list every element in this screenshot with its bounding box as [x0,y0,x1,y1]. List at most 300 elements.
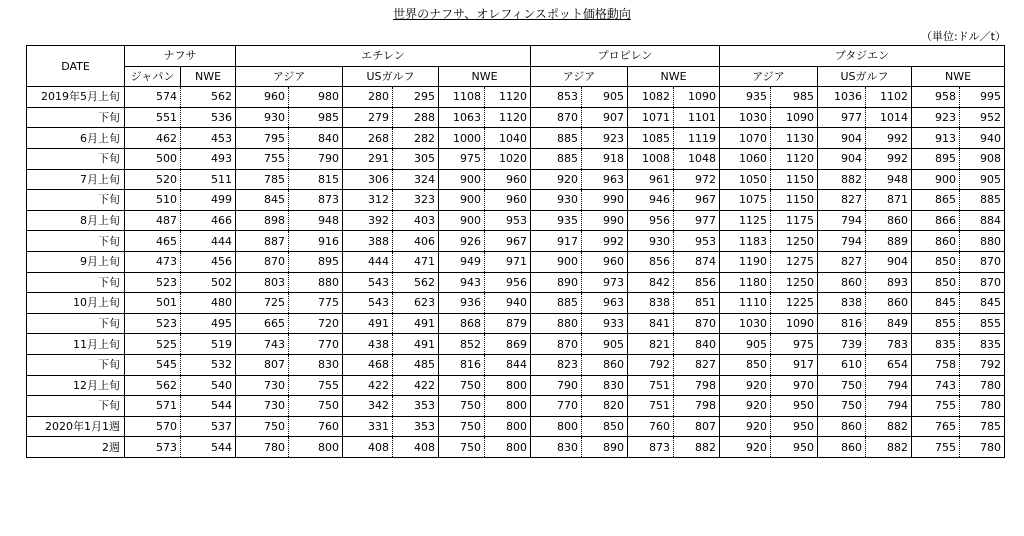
value-cell: 755 [236,148,289,169]
group-header-butadiene: ブタジエン [720,46,1005,67]
value-cell: 288 [393,107,439,128]
value-cell: 1102 [866,87,912,108]
value-cell: 830 [531,437,582,458]
value-cell: 792 [628,354,674,375]
value-cell: 295 [393,87,439,108]
value-cell: 1040 [485,128,531,149]
value-cell: 730 [236,396,289,417]
sub-header: アジア [720,66,818,87]
value-cell: 770 [531,396,582,417]
value-cell: 975 [771,334,818,355]
value-cell: 820 [582,396,628,417]
value-cell: 850 [912,251,960,272]
value-cell: 920 [720,396,771,417]
value-cell: 807 [236,354,289,375]
value-cell: 785 [960,416,1005,437]
value-cell: 1180 [720,272,771,293]
value-cell: 1030 [720,107,771,128]
value-cell: 739 [818,334,866,355]
value-cell: 520 [125,169,181,190]
value-cell: 462 [125,128,181,149]
value-cell: 860 [818,272,866,293]
value-cell: 532 [181,354,236,375]
value-cell: 331 [343,416,393,437]
value-cell: 783 [866,334,912,355]
value-cell: 940 [485,293,531,314]
value-cell: 1063 [439,107,485,128]
value-cell: 323 [393,190,439,211]
value-cell: 943 [439,272,485,293]
value-cell: 995 [960,87,1005,108]
value-cell: 543 [343,272,393,293]
value-cell: 926 [439,231,485,252]
value-cell: 1014 [866,107,912,128]
sub-header: NWE [181,66,236,87]
value-cell: 544 [181,437,236,458]
value-cell: 1108 [439,87,485,108]
value-cell: 946 [628,190,674,211]
header-row-regions [27,66,1005,87]
value-cell: 980 [289,87,343,108]
value-cell: 798 [674,375,720,396]
value-cell: 790 [531,375,582,396]
value-cell: 765 [912,416,960,437]
value-cell: 882 [674,437,720,458]
date-cell: 2019年5月上旬 [27,87,125,108]
value-cell: 499 [181,190,236,211]
value-cell: 1120 [485,87,531,108]
value-cell: 780 [960,396,1005,417]
value-cell: 1071 [628,107,674,128]
sub-header: NWE [628,66,720,87]
date-cell: 下旬 [27,272,125,293]
table-row [27,231,1005,252]
value-cell: 961 [628,169,674,190]
value-cell: 870 [531,334,582,355]
value-cell: 511 [181,169,236,190]
value-cell: 780 [236,437,289,458]
date-cell: 下旬 [27,231,125,252]
table-row [27,190,1005,211]
value-cell: 280 [343,87,393,108]
date-cell: 10月上旬 [27,293,125,314]
value-cell: 977 [818,107,866,128]
value-cell: 750 [439,416,485,437]
value-cell: 977 [674,210,720,231]
table-row [27,416,1005,437]
value-cell: 956 [485,272,531,293]
value-cell: 844 [485,354,531,375]
value-cell: 760 [289,416,343,437]
date-cell: 下旬 [27,354,125,375]
value-cell: 466 [181,210,236,231]
value-cell: 800 [485,437,531,458]
value-cell: 610 [818,354,866,375]
value-cell: 985 [289,107,343,128]
date-cell: 12月上旬 [27,375,125,396]
value-cell: 898 [236,210,289,231]
value-cell: 1183 [720,231,771,252]
value-cell: 930 [236,107,289,128]
value-cell: 930 [628,231,674,252]
value-cell: 850 [582,416,628,437]
value-cell: 880 [960,231,1005,252]
date-cell: 下旬 [27,148,125,169]
value-cell: 856 [628,251,674,272]
value-cell: 850 [720,354,771,375]
value-cell: 840 [674,334,720,355]
value-cell: 885 [531,128,582,149]
value-cell: 845 [912,293,960,314]
value-cell: 913 [912,128,960,149]
value-cell: 890 [531,272,582,293]
value-cell: 827 [674,354,720,375]
value-cell: 870 [531,107,582,128]
value-cell: 907 [582,107,628,128]
value-cell: 750 [439,437,485,458]
value-cell: 471 [393,251,439,272]
value-cell: 1150 [771,190,818,211]
value-cell: 821 [628,334,674,355]
value-cell: 487 [125,210,181,231]
value-cell: 1130 [771,128,818,149]
value-cell: 1048 [674,148,720,169]
value-cell: 904 [866,251,912,272]
value-cell: 950 [771,396,818,417]
value-cell: 856 [674,272,720,293]
value-cell: 544 [181,396,236,417]
value-cell: 972 [674,169,720,190]
value-cell: 543 [343,293,393,314]
value-cell: 500 [125,148,181,169]
table-row [27,313,1005,334]
table-row [27,128,1005,149]
value-cell: 879 [485,313,531,334]
value-cell: 948 [866,169,912,190]
value-cell: 853 [531,87,582,108]
sub-header: USガルフ [818,66,912,87]
value-cell: 523 [125,272,181,293]
value-cell: 1090 [771,107,818,128]
value-cell: 1120 [771,148,818,169]
value-cell: 540 [181,375,236,396]
value-cell: 571 [125,396,181,417]
value-cell: 884 [960,210,1005,231]
value-cell: 792 [960,354,1005,375]
value-cell: 860 [582,354,628,375]
value-cell: 780 [960,375,1005,396]
value-cell: 403 [393,210,439,231]
value-cell: 860 [912,231,960,252]
value-cell: 800 [485,375,531,396]
value-cell: 750 [439,396,485,417]
value-cell: 493 [181,148,236,169]
value-cell: 865 [912,190,960,211]
value-cell: 291 [343,148,393,169]
value-cell: 790 [289,148,343,169]
value-cell: 992 [866,148,912,169]
value-cell: 827 [818,190,866,211]
page-title: 世界のナフサ、オレフィンスポット価格動向 [393,7,631,21]
table-row [27,437,1005,458]
value-cell: 935 [720,87,771,108]
value-cell: 545 [125,354,181,375]
value-cell: 730 [236,375,289,396]
value-cell: 743 [236,334,289,355]
value-cell: 890 [582,437,628,458]
value-cell: 755 [912,396,960,417]
value-cell: 780 [960,437,1005,458]
date-cell: 9月上旬 [27,251,125,272]
value-cell: 282 [393,128,439,149]
value-cell: 950 [771,416,818,437]
date-cell: 下旬 [27,313,125,334]
value-cell: 870 [236,251,289,272]
value-cell: 324 [393,169,439,190]
value-cell: 279 [343,107,393,128]
value-cell: 1101 [674,107,720,128]
value-cell: 755 [912,437,960,458]
value-cell: 874 [674,251,720,272]
value-cell: 895 [912,148,960,169]
value-cell: 992 [582,231,628,252]
value-cell: 1110 [720,293,771,314]
value-cell: 887 [236,231,289,252]
value-cell: 923 [912,107,960,128]
value-cell: 841 [628,313,674,334]
value-cell: 468 [343,354,393,375]
value-cell: 388 [343,231,393,252]
value-cell: 985 [771,87,818,108]
value-cell: 501 [125,293,181,314]
value-cell: 751 [628,375,674,396]
value-cell: 975 [439,148,485,169]
value-cell: 1190 [720,251,771,272]
value-cell: 473 [125,251,181,272]
value-cell: 456 [181,251,236,272]
value-cell: 750 [818,396,866,417]
value-cell: 880 [289,272,343,293]
value-cell: 960 [485,169,531,190]
value-cell: 838 [818,293,866,314]
value-cell: 798 [674,396,720,417]
value-cell: 1082 [628,87,674,108]
value-cell: 815 [289,169,343,190]
group-header-ethylene: エチレン [236,46,531,67]
value-cell: 1225 [771,293,818,314]
table-row [27,272,1005,293]
value-cell: 918 [582,148,628,169]
value-cell: 1000 [439,128,485,149]
value-cell: 873 [628,437,674,458]
value-cell: 1150 [771,169,818,190]
value-cell: 406 [393,231,439,252]
value-cell: 305 [393,148,439,169]
value-cell: 905 [720,334,771,355]
value-cell: 960 [485,190,531,211]
value-cell: 949 [439,251,485,272]
value-cell: 807 [674,416,720,437]
value-cell: 751 [628,396,674,417]
value-cell: 750 [236,416,289,437]
value-cell: 917 [771,354,818,375]
value-cell: 573 [125,437,181,458]
table-row [27,334,1005,355]
table-body [27,87,1005,458]
sub-header: NWE [912,66,1005,87]
date-header: DATE [27,46,125,87]
date-cell: 2020年1月1週 [27,416,125,437]
value-cell: 537 [181,416,236,437]
date-cell: 7月上旬 [27,169,125,190]
value-cell: 408 [393,437,439,458]
value-cell: 800 [531,416,582,437]
value-cell: 510 [125,190,181,211]
value-cell: 408 [343,437,393,458]
value-cell: 838 [628,293,674,314]
value-cell: 855 [912,313,960,334]
value-cell: 953 [674,231,720,252]
value-cell: 904 [818,128,866,149]
value-cell: 755 [289,375,343,396]
table-row [27,354,1005,375]
value-cell: 885 [531,293,582,314]
value-cell: 950 [771,437,818,458]
value-cell: 775 [289,293,343,314]
value-cell: 1075 [720,190,771,211]
value-cell: 904 [818,148,866,169]
value-cell: 855 [960,313,1005,334]
date-cell: 2週 [27,437,125,458]
value-cell: 963 [582,169,628,190]
value-cell: 845 [236,190,289,211]
value-cell: 953 [485,210,531,231]
value-cell: 743 [912,375,960,396]
value-cell: 936 [439,293,485,314]
table-row [27,210,1005,231]
value-cell: 453 [181,128,236,149]
table-row [27,375,1005,396]
table-row [27,293,1005,314]
value-cell: 785 [236,169,289,190]
value-cell: 830 [289,354,343,375]
value-cell: 923 [582,128,628,149]
value-cell: 873 [289,190,343,211]
value-cell: 882 [866,437,912,458]
value-cell: 491 [393,313,439,334]
table-row [27,396,1005,417]
date-cell: 11月上旬 [27,334,125,355]
value-cell: 422 [393,375,439,396]
value-cell: 794 [818,210,866,231]
value-cell: 306 [343,169,393,190]
value-cell: 920 [720,437,771,458]
value-cell: 536 [181,107,236,128]
value-cell: 958 [912,87,960,108]
value-cell: 551 [125,107,181,128]
date-cell: 8月上旬 [27,210,125,231]
value-cell: 342 [343,396,393,417]
value-cell: 967 [485,231,531,252]
value-cell: 312 [343,190,393,211]
value-cell: 353 [393,396,439,417]
date-cell: 6月上旬 [27,128,125,149]
value-cell: 1090 [674,87,720,108]
value-cell: 816 [818,313,866,334]
value-cell: 860 [866,210,912,231]
value-cell: 880 [531,313,582,334]
value-cell: 800 [289,437,343,458]
value-cell: 900 [912,169,960,190]
value-cell: 940 [960,128,1005,149]
value-cell: 1070 [720,128,771,149]
value-cell: 870 [674,313,720,334]
table-row [27,107,1005,128]
value-cell: 422 [343,375,393,396]
value-cell: 770 [289,334,343,355]
header-row-groups [27,46,1005,67]
value-cell: 795 [236,128,289,149]
value-cell: 758 [912,354,960,375]
value-cell: 392 [343,210,393,231]
value-cell: 956 [628,210,674,231]
value-cell: 1120 [485,107,531,128]
value-cell: 933 [582,313,628,334]
sub-header: NWE [439,66,531,87]
value-cell: 519 [181,334,236,355]
value-cell: 823 [531,354,582,375]
value-cell: 917 [531,231,582,252]
value-cell: 665 [236,313,289,334]
value-cell: 491 [343,313,393,334]
value-cell: 623 [393,293,439,314]
table-row [27,251,1005,272]
value-cell: 882 [866,416,912,437]
value-cell: 816 [439,354,485,375]
value-cell: 992 [866,128,912,149]
group-header-naphtha: ナフサ [125,46,236,67]
value-cell: 830 [582,375,628,396]
value-cell: 485 [393,354,439,375]
value-cell: 920 [720,416,771,437]
value-cell: 842 [628,272,674,293]
value-cell: 720 [289,313,343,334]
value-cell: 654 [866,354,912,375]
value-cell: 800 [485,396,531,417]
sub-header: アジア [236,66,343,87]
value-cell: 870 [960,272,1005,293]
value-cell: 893 [866,272,912,293]
value-cell: 268 [343,128,393,149]
value-cell: 1030 [720,313,771,334]
value-cell: 1125 [720,210,771,231]
value-cell: 889 [866,231,912,252]
sub-header: ジャパン [125,66,181,87]
value-cell: 835 [960,334,1005,355]
value-cell: 930 [531,190,582,211]
value-cell: 725 [236,293,289,314]
value-cell: 1090 [771,313,818,334]
value-cell: 480 [181,293,236,314]
value-cell: 870 [960,251,1005,272]
value-cell: 900 [531,251,582,272]
date-cell: 下旬 [27,107,125,128]
value-cell: 491 [393,334,439,355]
sub-header: USガルフ [343,66,439,87]
value-cell: 750 [818,375,866,396]
value-cell: 1119 [674,128,720,149]
value-cell: 465 [125,231,181,252]
